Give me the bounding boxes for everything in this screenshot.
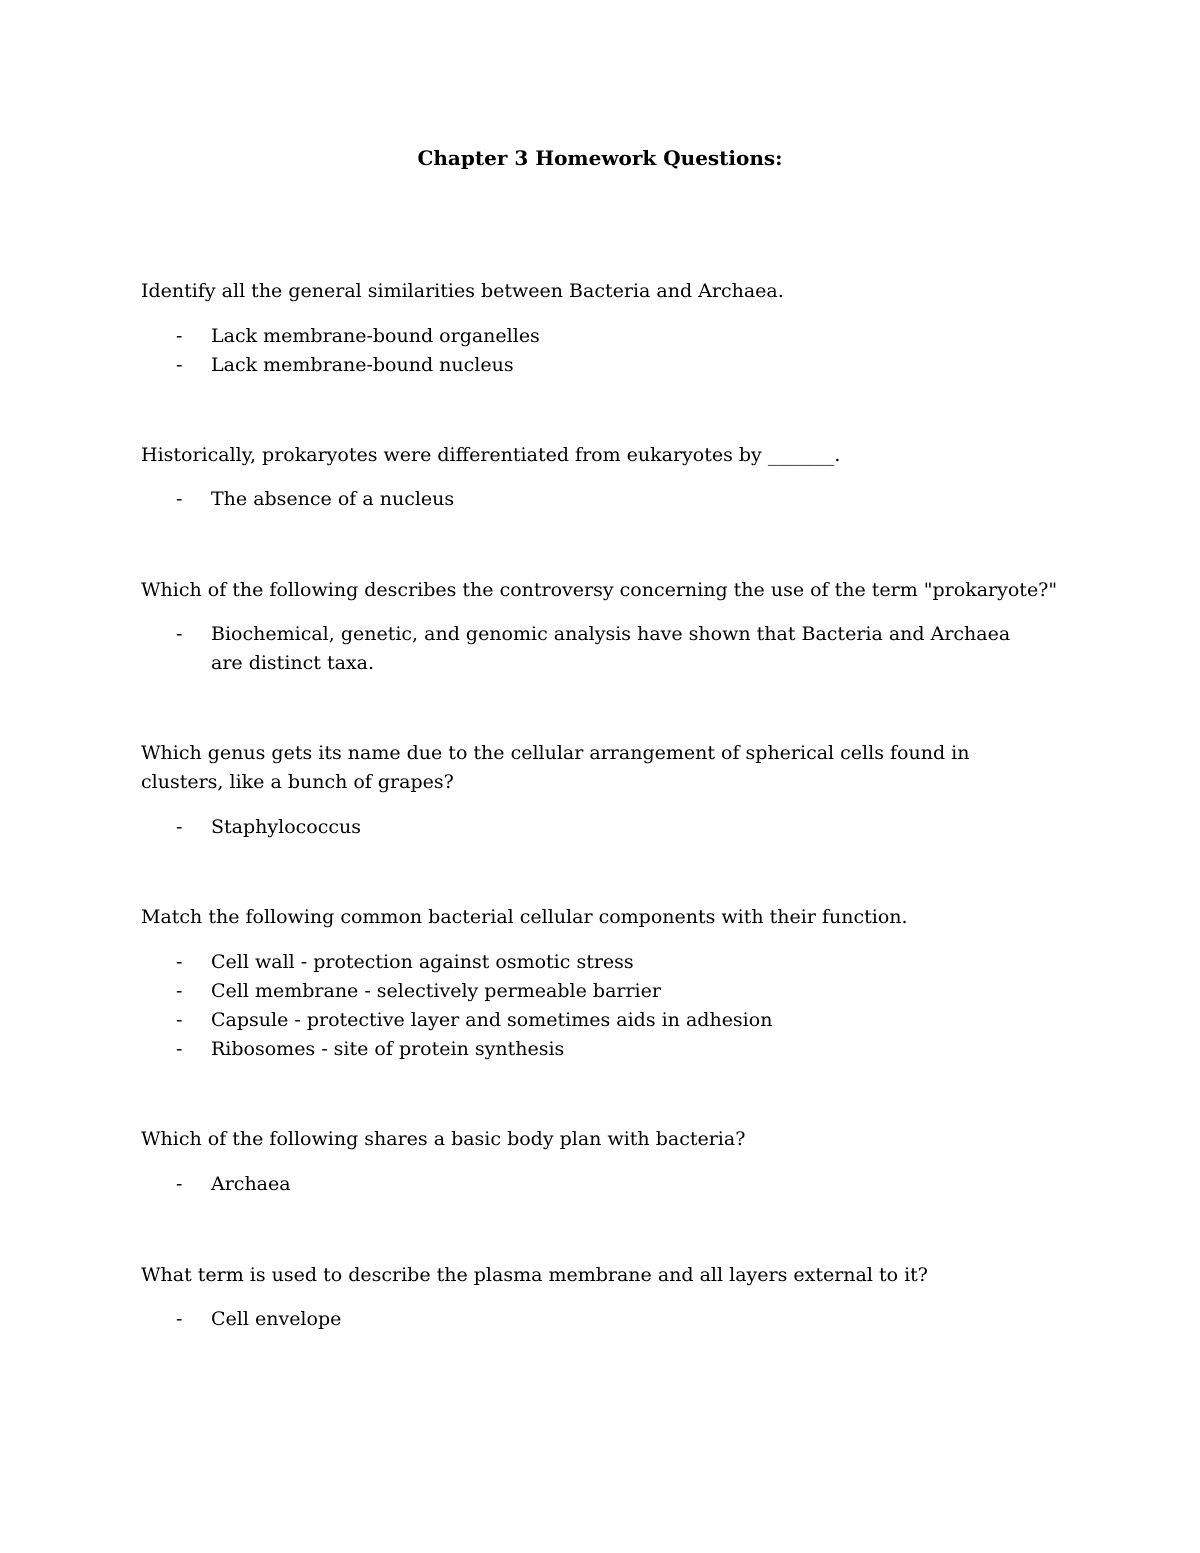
bullet-dash: - xyxy=(176,1308,183,1330)
bullet-dash: - xyxy=(176,488,183,510)
question-text: Identify all the general similarities between Bacteria and Archaea. xyxy=(141,280,784,302)
answer-list xyxy=(176,813,1036,842)
list-item xyxy=(176,1035,1036,1064)
question-text: Which of the following describes the controversy concerning the use of the term "prokaryote?" xyxy=(141,579,1058,601)
list-item xyxy=(176,1006,1036,1035)
bullet-dash: - xyxy=(176,1038,183,1060)
answer-list xyxy=(176,1305,1036,1334)
bullet-dash: - xyxy=(176,951,183,973)
answer-list xyxy=(176,620,1036,678)
list-item xyxy=(176,620,1036,678)
list-item xyxy=(176,813,1036,842)
question-text: Which genus gets its name due to the cellular arrangement of spherical cells found in clusters, like a bunch of grapes? xyxy=(141,742,970,793)
list-item xyxy=(176,485,1036,514)
answer-list xyxy=(176,485,1036,514)
answer-text: Archaea xyxy=(211,1173,291,1195)
answer-text: Ribosomes - site of protein synthesis xyxy=(211,1038,565,1060)
answer-text: Cell membrane - selectively permeable barrier xyxy=(211,980,661,1002)
list-item xyxy=(176,322,1036,351)
answer-text: The absence of a nucleus xyxy=(211,488,455,510)
question-text: Which of the following shares a basic body plan with bacteria? xyxy=(141,1128,746,1150)
answer-text: Capsule - protective layer and sometimes aids in adhesion xyxy=(211,1009,773,1031)
question-text: What term is used to describe the plasma membrane and all layers external to it? xyxy=(141,1264,928,1286)
bullet-dash: - xyxy=(176,354,183,376)
list-item xyxy=(176,1305,1036,1334)
bullet-dash: - xyxy=(176,816,183,838)
list-item xyxy=(176,977,1036,1006)
question-text: Match the following common bacterial cellular components with their function. xyxy=(141,906,908,928)
list-item xyxy=(176,351,1036,380)
bullet-dash: - xyxy=(176,325,183,347)
answer-list xyxy=(176,1170,1036,1199)
answer-text: Biochemical, genetic, and genomic analysis have shown that Bacteria and Archaea are distinct taxa. xyxy=(211,623,1011,674)
question-text: Historically, prokaryotes were differentiated from eukaryotes by _______. xyxy=(141,444,841,466)
answer-text: Cell envelope xyxy=(211,1308,342,1330)
answer-list xyxy=(176,322,1036,380)
page-title: Chapter 3 Homework Questions: xyxy=(417,146,783,170)
answer-text: Staphylococcus xyxy=(211,816,361,838)
answer-text: Lack membrane-bound nucleus xyxy=(211,354,514,376)
answer-list xyxy=(176,948,1036,1064)
bullet-dash: - xyxy=(176,1009,183,1031)
list-item xyxy=(176,1170,1036,1199)
bullet-dash: - xyxy=(176,1173,183,1195)
answer-text: Cell wall - protection against osmotic stress xyxy=(211,951,634,973)
answer-text: Lack membrane-bound organelles xyxy=(211,325,540,347)
bullet-dash: - xyxy=(176,623,183,645)
bullet-dash: - xyxy=(176,980,183,1002)
list-item xyxy=(176,948,1036,977)
